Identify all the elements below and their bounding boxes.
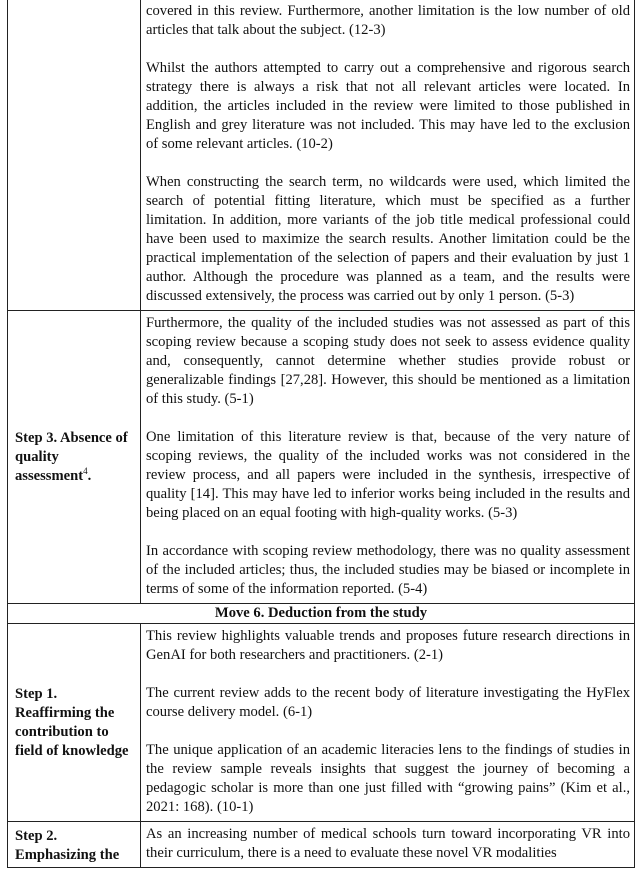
table-row — [8, 624, 635, 822]
example-paragraph: The current review adds to the recent body of literature investigating the HyFlex course delivery model. (6-1) — [146, 685, 630, 720]
table-row — [8, 311, 635, 604]
step-cell-empty — [8, 0, 141, 311]
example-cell — [141, 311, 635, 604]
example-paragraph: In accordance with scoping review methodology, there was no quality assessment of the included articles; thus, the included studies may be biased or incomplete in terms of some of the information reported. (5-4) — [146, 543, 630, 597]
example-paragraph: As an increasing number of medical schools turn toward incorporating VR into their curriculum, there is a need to evaluate these novel VR modalities — [146, 826, 630, 861]
step-label: Step 1. Reaffirming the contribution to field of knowledge — [15, 685, 129, 759]
example-paragraph: When constructing the search term, no wildcards were used, which limited the search of potential fitting literature, which must be specified as a further limitation. In addition, more variants of the job title medical professional could have been used to maximize the search results. Another limitation could be the practical implementation of the selection of papers and their evaluation by just 1 author. Although the procedure was planned as a team, and the results were discussed extensively, the process was carried out by only 1 person. (5-3) — [146, 174, 630, 304]
step-cell — [8, 624, 141, 822]
step-label-suffix: . — [87, 467, 92, 484]
example-paragraph: One limitation of this literature review is that, because of the very nature of scoping reviews, the quality of the included works was not considered in the review process, and all papers were included in the synthesis, irrespective of quality [14]. This may have led to inferior works being included in the results and being placed on an equal footing with high-quality works. (5-3) — [146, 429, 630, 521]
example-cell — [141, 822, 635, 868]
move-heading-row — [8, 604, 635, 624]
example-cell — [141, 624, 635, 822]
footnote-marker: 4 — [83, 465, 88, 476]
step-cell — [8, 822, 141, 868]
step-label — [15, 429, 136, 486]
step-cell — [8, 311, 141, 604]
example-paragraph: Whilst the authors attempted to carry out a comprehensive and rigorous search strategy there is always a risk that not all relevant articles were located. In addition, the articles included in the review were limited to those published in English and grey literature was not included. This may have led to the exclusion of some relevant articles. (10-2) — [146, 60, 630, 152]
rhetorical-moves-table — [7, 0, 635, 868]
example-paragraph: covered in this review. Furthermore, another limitation is the low number of old articles that talk about the subject. (12-3) — [146, 3, 630, 38]
table-row — [8, 822, 635, 868]
example-paragraph: Furthermore, the quality of the included studies was not assessed as part of this scoping review because a scoping study does not seek to assess evidence quality and, consequently, cannot determine whether studies provide robust or generalizable findings [27,28]. However, this should be mentioned as a limitation of this study. (5-1) — [146, 315, 630, 407]
table-row — [8, 0, 635, 311]
step-label: Step 2. Emphasizing the — [15, 828, 120, 863]
example-cell — [141, 0, 635, 311]
step-label-text: Step 3. Absence of quality assessment — [15, 429, 128, 484]
example-paragraph: This review highlights valuable trends and proposes future research directions in GenAI for both researchers and practitioners. (2-1) — [146, 628, 630, 663]
example-paragraph: The unique application of an academic literacies lens to the findings of studies in the review sample reveals insights that suggest the journey of becoming a pedagogic scholar is more than one just filled with “growing pains” (Kim et al., 2021: 168). (10-1) — [146, 742, 630, 815]
move-heading: Move 6. Deduction from the study — [8, 604, 635, 624]
